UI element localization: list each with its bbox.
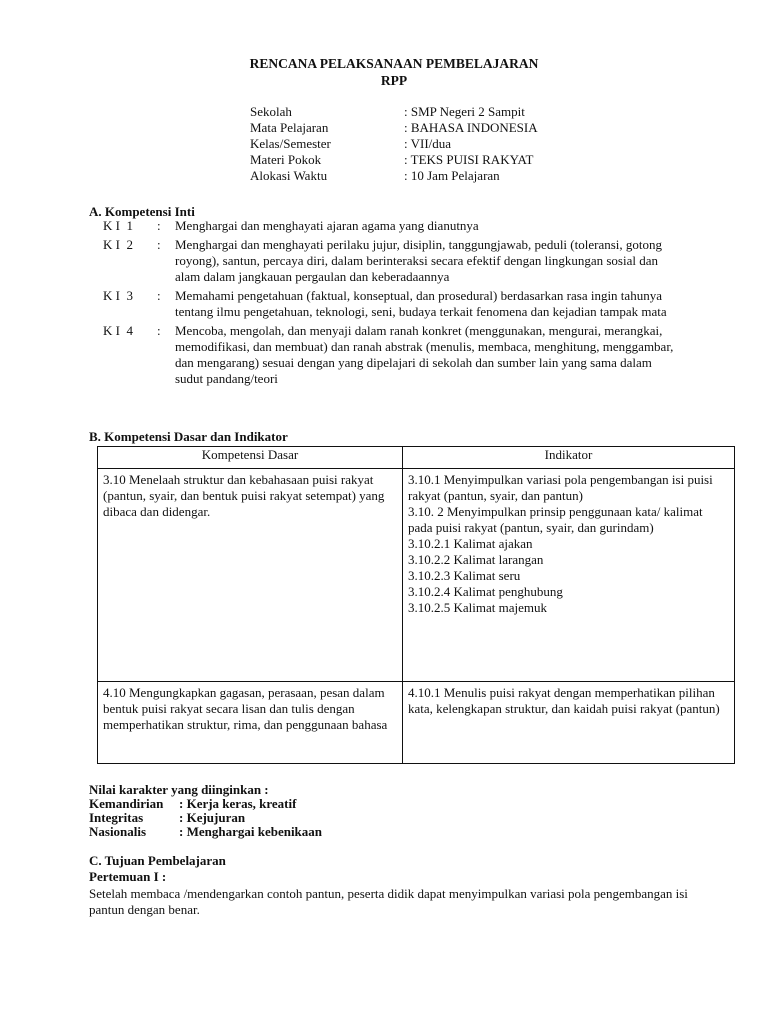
nilai-karakter-heading: Nilai karakter yang diinginkan : [89,782,269,797]
identity-label: Materi Pokok [250,152,322,167]
column-header-indikator: Indikator [403,447,735,469]
ki-item [103,218,683,234]
identity-value: : TEKS PUISI RAKYAT [404,152,534,167]
kd-cell [98,469,403,682]
identity-value: : 10 Jam Pelajaran [404,168,500,183]
table-row [98,682,735,764]
nilai-karakter-row [89,797,322,811]
ki-item [103,237,683,285]
tujuan-heading: C. Tujuan Pembelajaran [89,853,226,868]
identity-block [250,104,538,184]
nilai-karakter-row [89,811,322,825]
nilai-value: : Menghargai kebenikaan [179,824,323,839]
kd-text: 4.10 Mengungkapkan gagasan, perasaan, pesan dalam bentuk puisi rakyat secara lisan dan tulis dengan memperhatikan struktur, rima, dan penggunaan bahasa [103,685,388,732]
identity-value: : SMP Negeri 2 Sampit [404,104,525,119]
ki-separator: : [157,218,161,233]
kompetensi-dasar-heading: B. Kompetensi Dasar dan Indikator [89,429,288,444]
ki-code: K I 1 [103,218,133,233]
indikator-cell [403,682,735,764]
indikator-line: 3.10.2.1 Kalimat ajakan [408,536,533,551]
document-subtitle: RPP [380,73,408,88]
kompetensi-inti-heading: A. Kompetensi Inti [89,204,195,219]
nilai-label: Nasionalis [89,824,147,839]
ki-separator: : [157,237,161,252]
identity-row [250,136,538,152]
ki-item [103,323,683,387]
ki-item [103,288,683,320]
column-header-kd: Kompetensi Dasar [98,447,403,469]
nilai-label: Integritas [89,810,144,825]
nilai-karakter-row [89,825,322,839]
indikator-line: 3.10.2.2 Kalimat larangan [408,552,544,567]
identity-label: Kelas/Semester [250,136,331,151]
indikator-line: 3.10.1 Menyimpulkan variasi pola pengembangan isi puisi rakyat (pantun, syair, dan pantun) [408,472,713,503]
tujuan-text: Setelah membaca /mendengarkan contoh pantun, peserta didik dapat menyimpulkan variasi pola pengembangan isi pantun dengan benar. [89,886,688,917]
kd-cell [98,682,403,764]
ki-text: Menghargai dan menghayati perilaku jujur, disiplin, tanggungjawab, peduli (toleransi, gotong royong), santun, percaya diri, dalam berinteraksi secara efektif dengan lingkungan sosial dan alam dalam jangkauan pergaulan dan keberadaannya [175,237,662,284]
identity-row [250,120,538,136]
ki-separator: : [157,323,161,338]
ki-text: Mencoba, mengolah, dan menyaji dalam ranah konkret (menggunakan, mengurai, merangkai, memodifikasi, dan membuat) dan ranah abstrak (menulis, membaca, menghitung, menggambar, dan mengarang) sesuai dengan yang dipelajari di sekolah dan sumber lain yang sama dalam sudut pandang/teori [175,323,674,386]
kompetensi-inti-list [103,218,683,390]
indikator-line: 3.10.2.5 Kalimat majemuk [408,600,548,615]
identity-label: Sekolah [250,104,292,119]
identity-label: Mata Pelajaran [250,120,329,135]
identity-label: Alokasi Waktu [250,168,328,183]
indikator-cell [403,469,735,682]
nilai-karakter-block [89,783,322,839]
document-title: RENCANA PELAKSANAAN PEMBELAJARAN [249,56,539,71]
table-header-row [98,447,735,469]
nilai-value: : Kejujuran [179,810,246,825]
ki-code: K I 2 [103,237,133,252]
table-row [98,469,735,682]
identity-row [250,168,538,184]
nilai-label: Kemandirian [89,796,164,811]
nilai-value: : Kerja keras, kreatif [179,796,297,811]
identity-value: : BAHASA INDONESIA [404,120,538,135]
ki-text: Menghargai dan menghayati ajaran agama yang dianutnya [175,218,479,233]
indikator-line: 3.10.2.3 Kalimat seru [408,568,521,583]
kd-text: 3.10 Menelaah struktur dan kebahasaan puisi rakyat (pantun, syair, dan bentuk puisi rakyat setempat) yang dibaca dan didengar. [103,472,385,519]
kompetensi-dasar-table [97,446,735,764]
indikator-line: 3.10. 2 Menyimpulkan prinsip penggunaan kata/ kalimat pada puisi rakyat (pantun, syair, dan gurindam) [408,504,703,535]
indikator-line: 4.10.1 Menulis puisi rakyat dengan memperhatikan pilihan kata, kelengkapan struktur, dan kaidah puisi rakyat (pantun) [408,685,720,716]
ki-separator: : [157,288,161,303]
ki-text: Memahami pengetahuan (faktual, konseptual, dan prosedural) berdasarkan rasa ingin tahunya tentang ilmu pengetahuan, teknologi, seni, budaya terkait fenomena dan kejadian tampak mata [175,288,667,319]
indikator-line: 3.10.2.4 Kalimat penghubung [408,584,563,599]
ki-code: K I 4 [103,323,133,338]
pertemuan-label: Pertemuan I : [89,869,167,884]
identity-value: : VII/dua [404,136,452,151]
identity-row [250,152,538,168]
ki-code: K I 3 [103,288,133,303]
identity-row [250,104,538,120]
